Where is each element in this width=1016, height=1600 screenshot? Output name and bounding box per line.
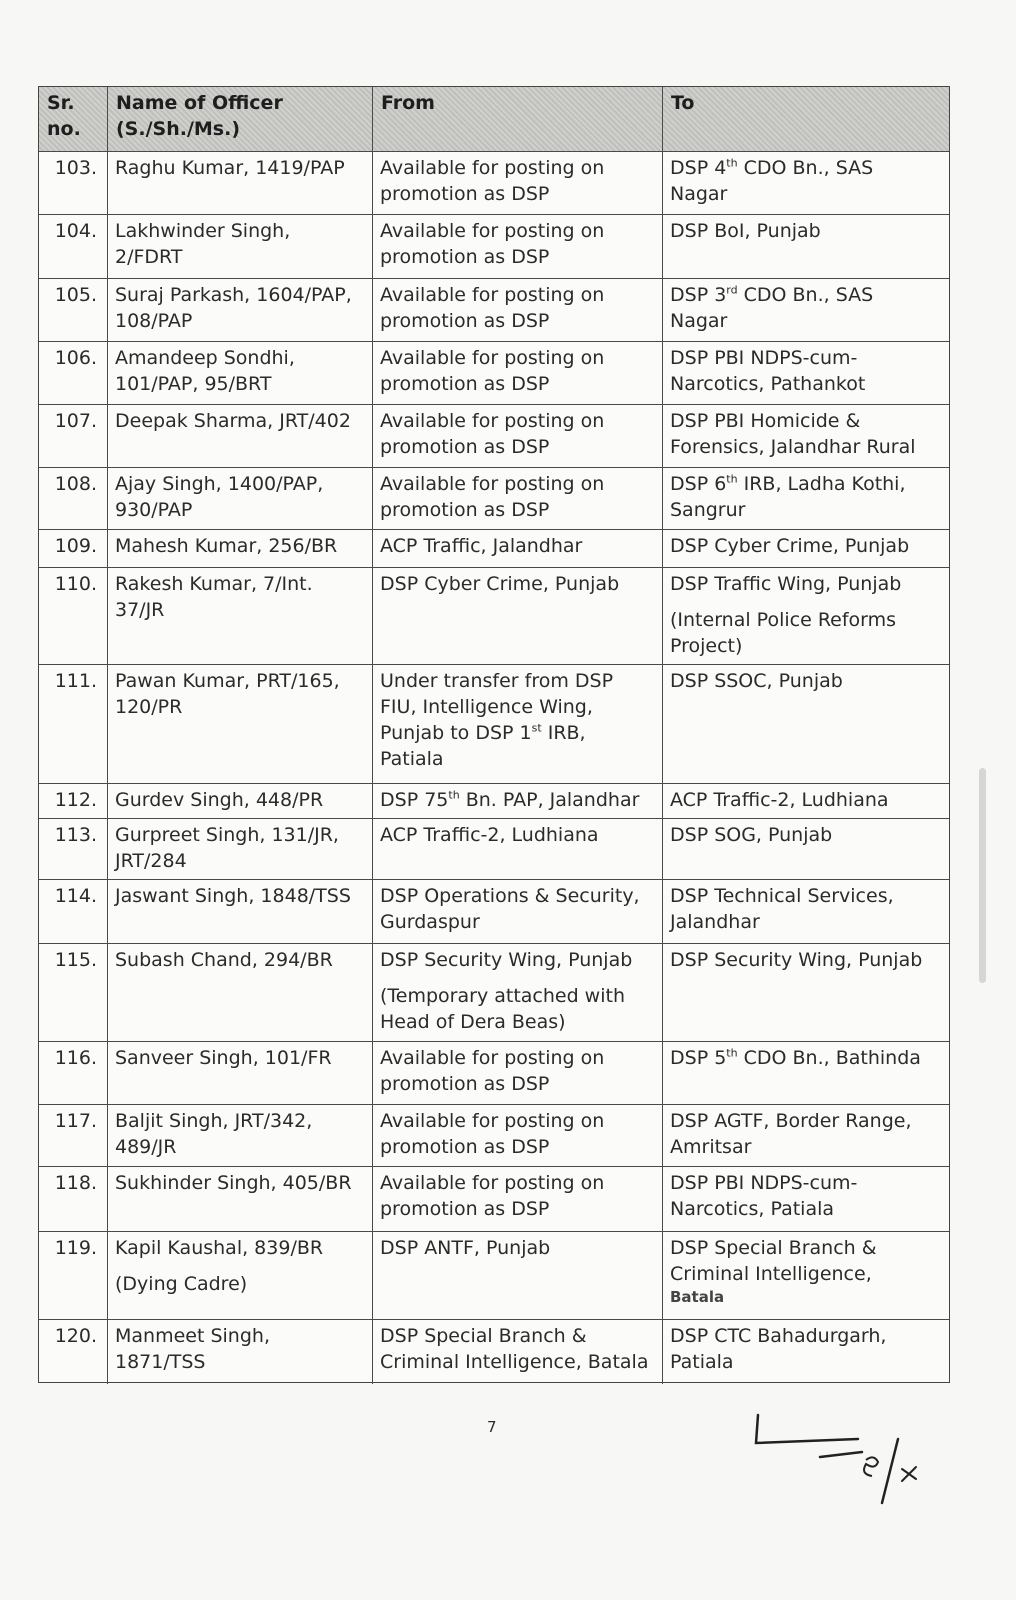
sr-no-cell: 106. bbox=[54, 347, 97, 369]
sr-no-cell: 120. bbox=[54, 1325, 97, 1347]
header-from bbox=[372, 87, 662, 151]
from-cell bbox=[372, 1105, 662, 1166]
officer-name-cell bbox=[107, 530, 372, 567]
name-line: 2/FDRT bbox=[115, 246, 183, 268]
name-line: 37/JR bbox=[115, 599, 165, 621]
to-cell bbox=[662, 819, 949, 879]
header-sr-line2: no. bbox=[47, 118, 81, 140]
sr-no-cell: 109. bbox=[54, 535, 97, 557]
to-cell bbox=[662, 468, 949, 529]
table-row bbox=[39, 278, 949, 341]
to-line: DSP AGTF, Border Range, bbox=[670, 1110, 912, 1132]
from-line: Punjab to DSP 1st IRB, bbox=[380, 721, 586, 744]
to-line: DSP 5th CDO Bn., Bathinda bbox=[670, 1046, 921, 1069]
from-cell bbox=[372, 1042, 662, 1104]
to-cell bbox=[662, 215, 949, 278]
officer-name-cell bbox=[107, 1105, 372, 1166]
name-line: Sukhinder Singh, 405/BR bbox=[115, 1172, 352, 1194]
from-cell bbox=[372, 568, 662, 664]
to-line: Criminal Intelligence, bbox=[670, 1263, 872, 1285]
to-cell bbox=[662, 944, 949, 1041]
sr-no-cell: 103. bbox=[54, 157, 97, 179]
from-line: DSP 75th Bn. PAP, Jalandhar bbox=[380, 788, 640, 811]
sr-no-cell: 114. bbox=[54, 885, 97, 907]
name-line: Sanveer Singh, 101/FR bbox=[115, 1047, 332, 1069]
officer-name-cell bbox=[107, 468, 372, 529]
to-line: Narcotics, Pathankot bbox=[670, 373, 866, 395]
from-cell bbox=[372, 152, 662, 214]
from-cell bbox=[372, 279, 662, 341]
from-line: Under transfer from DSP bbox=[380, 670, 614, 692]
officer-name-cell bbox=[107, 568, 372, 664]
name-line: Suraj Parkash, 1604/PAP, bbox=[115, 284, 352, 306]
sr-no-cell: 119. bbox=[54, 1237, 97, 1259]
officer-name-cell bbox=[107, 1167, 372, 1231]
table-row bbox=[39, 1231, 949, 1319]
posting-table bbox=[38, 86, 950, 1383]
table-row bbox=[39, 1104, 949, 1166]
sr-no-cell: 117. bbox=[54, 1110, 97, 1132]
officer-name-cell bbox=[107, 819, 372, 879]
sr-no-cell: 112. bbox=[54, 789, 97, 811]
from-line: promotion as DSP bbox=[380, 246, 550, 268]
name-line: Ajay Singh, 1400/PAP, bbox=[115, 473, 324, 495]
to-cell bbox=[662, 568, 949, 664]
name-line: (Dying Cadre) bbox=[115, 1273, 248, 1295]
to-line: Project) bbox=[670, 635, 743, 657]
name-line: Mahesh Kumar, 256/BR bbox=[115, 535, 338, 557]
table-row bbox=[39, 943, 949, 1041]
to-line: DSP 4th CDO Bn., SAS bbox=[670, 156, 874, 179]
officer-name-cell bbox=[107, 1042, 372, 1104]
header-sr-line1: Sr. bbox=[47, 92, 75, 114]
name-line: Subash Chand, 294/BR bbox=[115, 949, 333, 971]
to-line: DSP PBI NDPS-cum- bbox=[670, 1172, 858, 1194]
from-line: Patiala bbox=[380, 748, 444, 770]
sr-no-cell: 116. bbox=[54, 1047, 97, 1069]
from-line: (Temporary attached with bbox=[380, 985, 625, 1007]
from-line: DSP ANTF, Punjab bbox=[380, 1237, 551, 1259]
header-name-line2: (S./Sh./Ms.) bbox=[116, 118, 241, 140]
to-line: ACP Traffic-2, Ludhiana bbox=[670, 789, 889, 811]
to-line: DSP Technical Services, bbox=[670, 885, 894, 907]
from-line: promotion as DSP bbox=[380, 1073, 550, 1095]
to-cell bbox=[662, 152, 949, 214]
from-cell bbox=[372, 665, 662, 783]
to-cell bbox=[662, 784, 949, 818]
name-line: Raghu Kumar, 1419/PAP bbox=[115, 157, 345, 179]
from-cell bbox=[372, 1167, 662, 1231]
to-line: Forensics, Jalandhar Rural bbox=[670, 436, 916, 458]
to-line: DSP PBI NDPS-cum- bbox=[670, 347, 858, 369]
header-sr-no bbox=[39, 87, 107, 151]
from-cell bbox=[372, 215, 662, 278]
from-line: promotion as DSP bbox=[380, 499, 550, 521]
from-cell bbox=[372, 880, 662, 943]
to-cell bbox=[662, 1105, 949, 1166]
from-line: Available for posting on bbox=[380, 410, 605, 432]
from-cell bbox=[372, 342, 662, 404]
header-name-of-officer bbox=[107, 87, 372, 151]
to-cell bbox=[662, 665, 949, 783]
name-line: Manmeet Singh, bbox=[115, 1325, 270, 1347]
to-line: Batala bbox=[670, 1288, 725, 1306]
from-line: Criminal Intelligence, Batala bbox=[380, 1351, 649, 1373]
to-line: Nagar bbox=[670, 310, 728, 332]
to-line: DSP SOG, Punjab bbox=[670, 824, 833, 846]
to-line: Sangrur bbox=[670, 499, 746, 521]
sr-no-cell: 113. bbox=[54, 824, 97, 846]
header-name-line1: Name of Officer bbox=[116, 92, 283, 114]
officer-name-cell bbox=[107, 1232, 372, 1319]
page-number: 7 bbox=[487, 1418, 497, 1436]
sr-no-cell: 108. bbox=[54, 473, 97, 495]
from-cell bbox=[372, 405, 662, 467]
to-line: DSP 6th IRB, Ladha Kothi, bbox=[670, 472, 906, 495]
to-line: Jalandhar bbox=[670, 911, 760, 933]
from-line: Gurdaspur bbox=[380, 911, 480, 933]
from-line: Available for posting on bbox=[380, 1172, 605, 1194]
table-row bbox=[39, 151, 949, 214]
sr-no-cell: 115. bbox=[54, 949, 97, 971]
from-cell bbox=[372, 944, 662, 1041]
name-line: 101/PAP, 95/BRT bbox=[115, 373, 272, 395]
name-line: JRT/284 bbox=[115, 850, 187, 872]
name-line: 108/PAP bbox=[115, 310, 193, 332]
name-line: Pawan Kumar, PRT/165, bbox=[115, 670, 340, 692]
name-line: 930/PAP bbox=[115, 499, 193, 521]
to-line: DSP BoI, Punjab bbox=[670, 220, 821, 242]
to-cell bbox=[662, 279, 949, 341]
to-line: Nagar bbox=[670, 183, 728, 205]
to-line: DSP Security Wing, Punjab bbox=[670, 949, 923, 971]
name-line: Rakesh Kumar, 7/Int. bbox=[115, 573, 313, 595]
to-cell bbox=[662, 880, 949, 943]
from-cell bbox=[372, 1320, 662, 1384]
name-line: Lakhwinder Singh, bbox=[115, 220, 291, 242]
to-cell bbox=[662, 1320, 949, 1384]
officer-name-cell bbox=[107, 342, 372, 404]
name-line: Gurdev Singh, 448/PR bbox=[115, 789, 324, 811]
from-line: Available for posting on bbox=[380, 473, 605, 495]
table-row bbox=[39, 1041, 949, 1104]
from-line: Available for posting on bbox=[380, 1047, 605, 1069]
header-to-label: To bbox=[671, 92, 695, 114]
table-row bbox=[39, 214, 949, 278]
sr-no-cell: 104. bbox=[54, 220, 97, 242]
sr-no-cell: 111. bbox=[54, 670, 97, 692]
from-line: DSP Security Wing, Punjab bbox=[380, 949, 633, 971]
name-line: Gurpreet Singh, 131/JR, bbox=[115, 824, 339, 846]
sr-no-cell: 107. bbox=[54, 410, 97, 432]
sr-no-cell: 118. bbox=[54, 1172, 97, 1194]
to-cell bbox=[662, 530, 949, 567]
from-line: ACP Traffic, Jalandhar bbox=[380, 535, 583, 557]
to-line: Narcotics, Patiala bbox=[670, 1198, 835, 1220]
from-line: Head of Dera Beas) bbox=[380, 1011, 566, 1033]
to-line: DSP Traffic Wing, Punjab bbox=[670, 573, 902, 595]
from-line: promotion as DSP bbox=[380, 310, 550, 332]
from-line: Available for posting on bbox=[380, 347, 605, 369]
table-row bbox=[39, 1319, 949, 1384]
to-line: Patiala bbox=[670, 1351, 734, 1373]
table-row bbox=[39, 1166, 949, 1231]
table-row bbox=[39, 341, 949, 404]
from-line: Available for posting on bbox=[380, 1110, 605, 1132]
officer-name-cell bbox=[107, 944, 372, 1041]
table-row bbox=[39, 879, 949, 943]
signature-icon bbox=[740, 1405, 940, 1515]
table-row bbox=[39, 664, 949, 783]
officer-name-cell bbox=[107, 152, 372, 214]
sr-no-cell: 105. bbox=[54, 284, 97, 306]
to-line: Amritsar bbox=[670, 1136, 752, 1158]
header-to bbox=[662, 87, 949, 151]
to-line: DSP CTC Bahadurgarh, bbox=[670, 1325, 887, 1347]
table-row bbox=[39, 404, 949, 467]
officer-name-cell bbox=[107, 880, 372, 943]
to-line: DSP Special Branch & bbox=[670, 1237, 877, 1259]
table-row bbox=[39, 783, 949, 818]
officer-name-cell bbox=[107, 784, 372, 818]
name-line: 489/JR bbox=[115, 1136, 177, 1158]
name-line: Deepak Sharma, JRT/402 bbox=[115, 410, 351, 432]
from-cell bbox=[372, 1232, 662, 1319]
name-line: Jaswant Singh, 1848/TSS bbox=[115, 885, 351, 907]
table-header-row bbox=[39, 87, 949, 151]
from-line: Available for posting on bbox=[380, 284, 605, 306]
officer-name-cell bbox=[107, 665, 372, 783]
officer-name-cell bbox=[107, 279, 372, 341]
to-line: DSP Cyber Crime, Punjab bbox=[670, 535, 910, 557]
from-line: Available for posting on bbox=[380, 220, 605, 242]
scrollbar-thumb[interactable] bbox=[979, 768, 986, 983]
from-cell bbox=[372, 784, 662, 818]
from-line: promotion as DSP bbox=[380, 1136, 550, 1158]
to-cell bbox=[662, 1232, 949, 1319]
officer-name-cell bbox=[107, 215, 372, 278]
to-cell bbox=[662, 405, 949, 467]
from-line: FIU, Intelligence Wing, bbox=[380, 696, 593, 718]
table-row bbox=[39, 567, 949, 664]
to-line: DSP SSOC, Punjab bbox=[670, 670, 843, 692]
to-cell bbox=[662, 342, 949, 404]
from-line: DSP Cyber Crime, Punjab bbox=[380, 573, 620, 595]
from-cell bbox=[372, 530, 662, 567]
to-line: DSP 3rd CDO Bn., SAS bbox=[670, 283, 874, 306]
name-line: Kapil Kaushal, 839/BR bbox=[115, 1237, 324, 1259]
from-cell bbox=[372, 819, 662, 879]
officer-name-cell bbox=[107, 1320, 372, 1384]
from-line: promotion as DSP bbox=[380, 436, 550, 458]
name-line: 120/PR bbox=[115, 696, 183, 718]
from-line: DSP Special Branch & bbox=[380, 1325, 587, 1347]
from-line: ACP Traffic-2, Ludhiana bbox=[380, 824, 599, 846]
sr-no-cell: 110. bbox=[54, 573, 97, 595]
table-row bbox=[39, 818, 949, 879]
officer-name-cell bbox=[107, 405, 372, 467]
table-row bbox=[39, 529, 949, 567]
from-cell bbox=[372, 468, 662, 529]
from-line: promotion as DSP bbox=[380, 373, 550, 395]
to-line: (Internal Police Reforms bbox=[670, 609, 897, 631]
from-line: promotion as DSP bbox=[380, 1198, 550, 1220]
from-line: promotion as DSP bbox=[380, 183, 550, 205]
header-from-label: From bbox=[381, 92, 435, 114]
handwritten-signature bbox=[740, 1405, 940, 1519]
from-line: DSP Operations & Security, bbox=[380, 885, 640, 907]
name-line: Amandeep Sondhi, bbox=[115, 347, 295, 369]
table-row bbox=[39, 467, 949, 529]
from-line: Available for posting on bbox=[380, 157, 605, 179]
name-line: 1871/TSS bbox=[115, 1351, 206, 1373]
to-line: DSP PBI Homicide & bbox=[670, 410, 861, 432]
to-cell bbox=[662, 1167, 949, 1231]
name-line: Baljit Singh, JRT/342, bbox=[115, 1110, 313, 1132]
to-cell bbox=[662, 1042, 949, 1104]
